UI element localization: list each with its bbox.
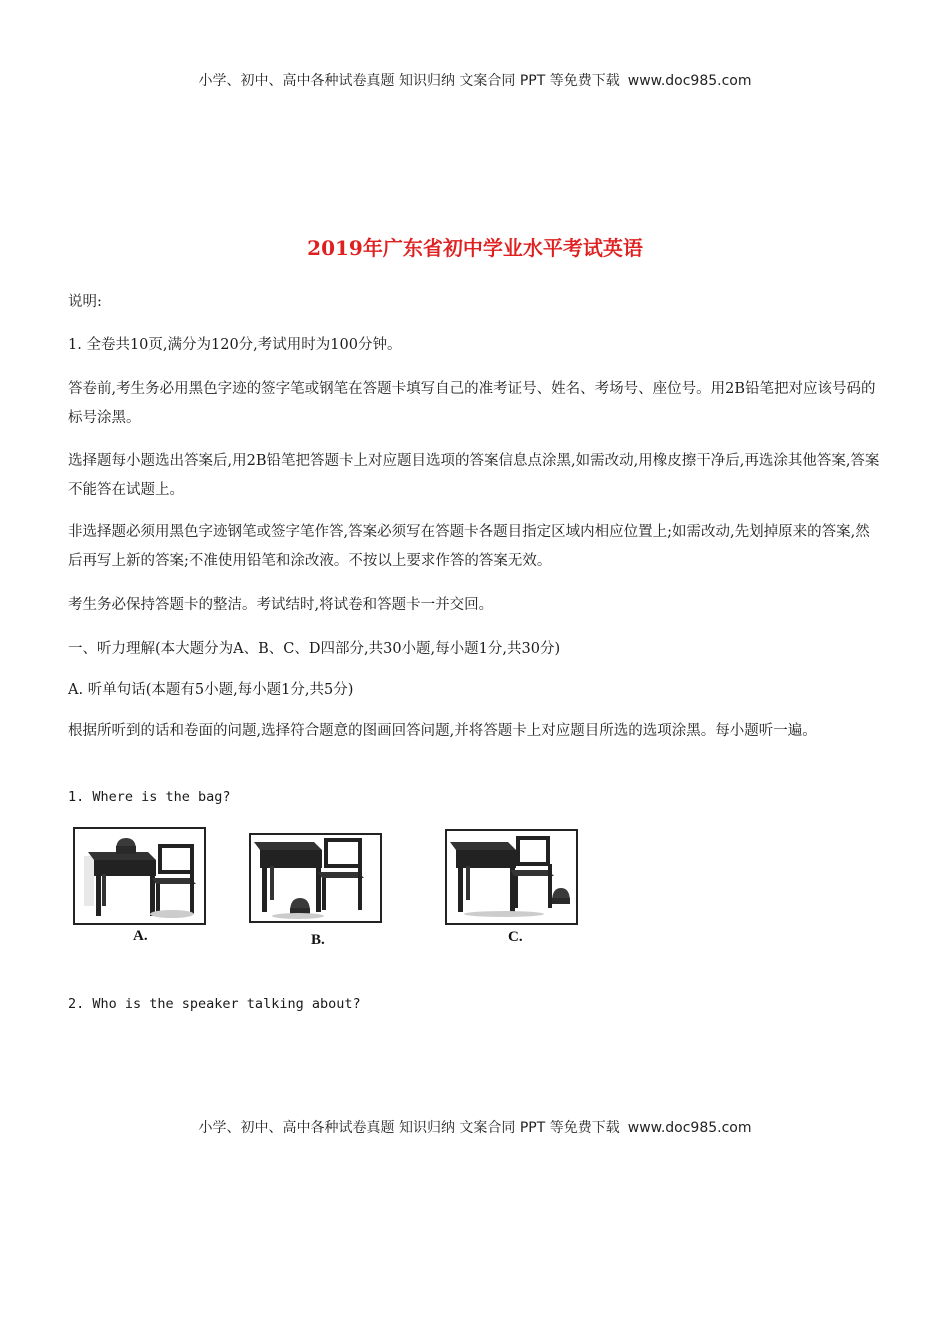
instruction-paragraph-4: 非选择题必须用黑色字迹钢笔或签字笔作答,答案必须写在答题卡各题目指定区域内相应位置上;如需改动,先划掉原来的答案,然后再写上新的答案;不准使用铅笔和涂改液。不按以上要求作答的答案无效。 xyxy=(68,524,870,569)
section-1-heading: 一、听力理解(本大题分为A、B、C、D四部分,共30小题,每小题1分,共30分) xyxy=(68,641,561,657)
question-1-text: 1. Where is the bag? xyxy=(68,789,231,805)
part-a-heading: A. 听单句话(本题有5小题,每小题1分,共5分) xyxy=(68,682,354,698)
option-c-label: C. xyxy=(508,929,523,945)
footer-url[interactable]: www.doc985.com xyxy=(627,1120,752,1136)
footer-text: 小学、初中、高中各种试卷真题 知识归纳 文案合同 PPT 等免费下载 xyxy=(198,1120,620,1136)
instruction-item-1: 1. 全卷共10页,满分为120分,考试用时为100分钟。 xyxy=(68,337,402,353)
instruction-paragraph-2: 答卷前,考生务必用黑色字迹的签字笔或钢笔在答题卡填写自己的准考证号、姓名、考场号、座位号。用2B铅笔把对应该号码的标号涂黑。 xyxy=(68,381,876,426)
option-c-picture xyxy=(444,828,579,926)
option-b-label: B. xyxy=(311,932,325,948)
page-footer xyxy=(0,1117,950,1137)
instruction-paragraph-5: 考生务必保持答题卡的整洁。考试结时,将试卷和答题卡一并交回。 xyxy=(68,597,494,613)
option-a-label: A. xyxy=(133,928,148,944)
option-a-picture xyxy=(72,826,207,926)
header-text: 小学、初中、高中各种试卷真题 知识归纳 文案合同 PPT 等免费下载 xyxy=(198,73,620,89)
question-2-text: 2. Who is the speaker talking about? xyxy=(68,996,361,1012)
option-b-picture xyxy=(248,832,383,924)
page-header xyxy=(0,70,950,90)
instructions-heading: 说明: xyxy=(68,294,102,310)
instruction-paragraph-3: 选择题每小题选出答案后,用2B铅笔把答题卡上对应题目选项的答案信息点涂黑,如需改动,用橡皮擦干净后,再选涂其他答案,答案不能答在试题上。 xyxy=(68,453,880,498)
header-url[interactable]: www.doc985.com xyxy=(627,73,752,89)
exam-title: 2019年广东省初中学业水平考试英语 xyxy=(307,236,643,260)
part-a-directions: 根据所听到的话和卷面的问题,选择符合题意的图画回答问题,并将答题卡上对应题目所选的选项涂黑。每小题听一遍。 xyxy=(68,723,817,739)
